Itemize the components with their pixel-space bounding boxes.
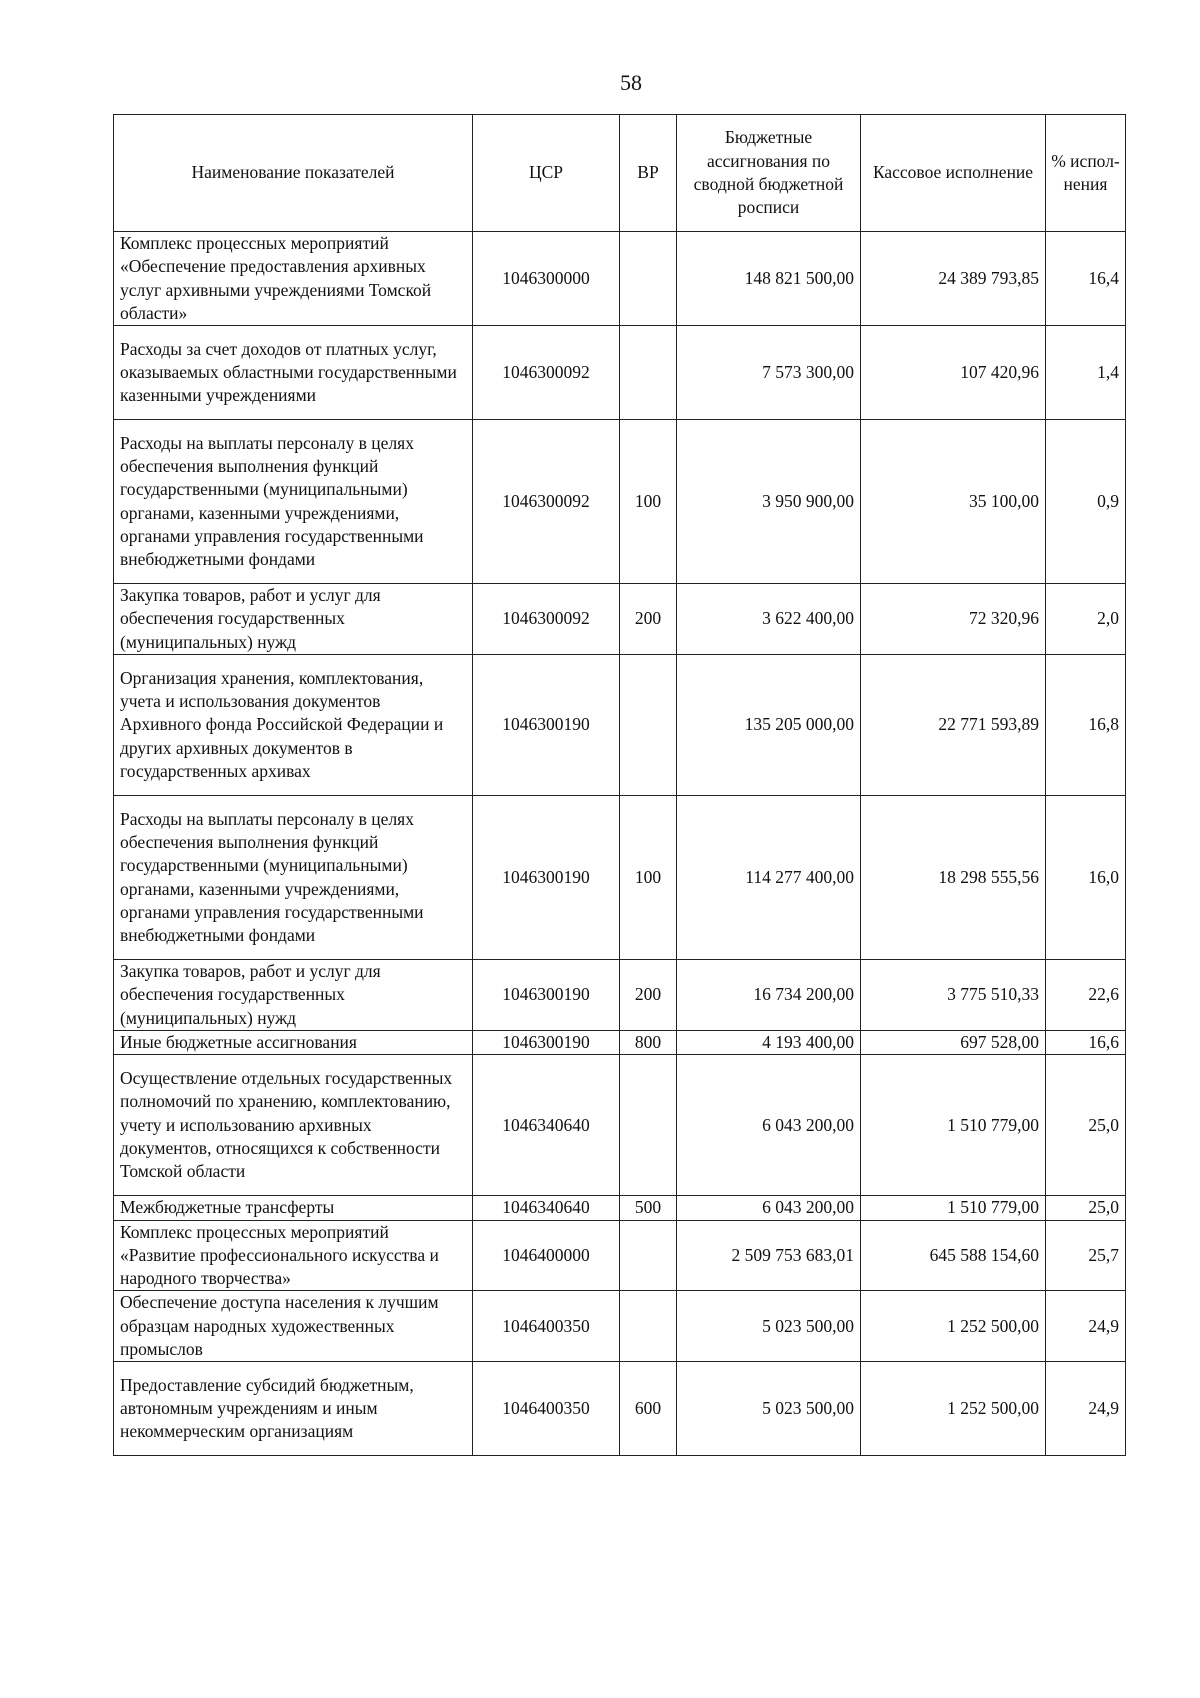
- cell-percent: 1,4: [1046, 326, 1126, 420]
- table-header-row: [114, 115, 1126, 232]
- cell-vr: [620, 1220, 677, 1291]
- cell-name: Комплекс процессных мероприятий «Обеспечение предоставления архивных услуг архивными учреждениями Томской области»: [114, 232, 473, 326]
- header-assignments: Бюджетные ассигнования по сводной бюджетной росписи: [677, 115, 861, 232]
- cell-name: Расходы за счет доходов от платных услуг, оказываемых областными государственными казенными учреждениями: [114, 326, 473, 420]
- cell-name: Закупка товаров, работ и услуг для обеспечения государственных (муниципальных) нужд: [114, 584, 473, 655]
- cell-vr: [620, 1291, 677, 1362]
- cell-vr: 100: [620, 796, 677, 960]
- header-vr: ВР: [620, 115, 677, 232]
- cell-assignments: 3 950 900,00: [677, 420, 861, 584]
- cell-vr: 100: [620, 420, 677, 584]
- cell-name: Организация хранения, комплектования, учета и использования документов Архивного фонда Российской Федерации и других архивных документов в государственных архивах: [114, 655, 473, 796]
- cell-percent: 2,0: [1046, 584, 1126, 655]
- cell-assignments: 16 734 200,00: [677, 960, 861, 1031]
- cell-name: Расходы на выплаты персоналу в целях обеспечения выполнения функций государственными (муниципальными) органами, казенными учреждениями, органами управления государственными внебюджетными фондами: [114, 796, 473, 960]
- cell-percent: 24,9: [1046, 1291, 1126, 1362]
- cell-vr: [620, 1055, 677, 1196]
- table-row: [114, 326, 1126, 420]
- cell-csr: 1046300190: [473, 655, 620, 796]
- cell-cash: 22 771 593,89: [861, 655, 1046, 796]
- cell-name: Предоставление субсидий бюджетным, автономным учреждениям и иным некоммерческим организациям: [114, 1362, 473, 1456]
- cell-csr: 1046300000: [473, 232, 620, 326]
- cell-assignments: 4 193 400,00: [677, 1030, 861, 1054]
- cell-vr: 500: [620, 1196, 677, 1220]
- cell-percent: 25,7: [1046, 1220, 1126, 1291]
- cell-vr: [620, 326, 677, 420]
- cell-csr: 1046300190: [473, 960, 620, 1031]
- cell-cash: 645 588 154,60: [861, 1220, 1046, 1291]
- table-row: [114, 1362, 1126, 1456]
- cell-csr: 1046400000: [473, 1220, 620, 1291]
- cell-percent: 16,8: [1046, 655, 1126, 796]
- cell-csr: 1046300190: [473, 796, 620, 960]
- cell-cash: 1 510 779,00: [861, 1055, 1046, 1196]
- cell-percent: 16,4: [1046, 232, 1126, 326]
- header-cash: Кассовое исполнение: [861, 115, 1046, 232]
- cell-vr: 200: [620, 584, 677, 655]
- table-row: [114, 655, 1126, 796]
- table-row: [114, 1196, 1126, 1220]
- cell-name: Осуществление отдельных государственных полномочий по хранению, комплектованию, учету и использованию архивных документов, относящихся к собственности Томской области: [114, 1055, 473, 1196]
- table-row: [114, 1220, 1126, 1291]
- table-row: [114, 796, 1126, 960]
- cell-vr: 200: [620, 960, 677, 1031]
- page-number: 58: [620, 70, 642, 95]
- cell-assignments: 114 277 400,00: [677, 796, 861, 960]
- cell-csr: 1046400350: [473, 1362, 620, 1456]
- cell-assignments: 7 573 300,00: [677, 326, 861, 420]
- cell-assignments: 135 205 000,00: [677, 655, 861, 796]
- cell-csr: 1046300092: [473, 326, 620, 420]
- cell-assignments: 6 043 200,00: [677, 1196, 861, 1220]
- cell-assignments: 3 622 400,00: [677, 584, 861, 655]
- cell-csr: 1046300190: [473, 1030, 620, 1054]
- cell-name: Комплекс процессных мероприятий «Развитие профессионального искусства и народного творчества»: [114, 1220, 473, 1291]
- header-percent: % испол-нения: [1046, 115, 1126, 232]
- header-name: Наименование показателей: [114, 115, 473, 232]
- cell-name: Расходы на выплаты персоналу в целях обеспечения выполнения функций государственными (муниципальными) органами, казенными учреждениями, органами управления государственными внебюджетными фондами: [114, 420, 473, 584]
- table-row: [114, 584, 1126, 655]
- cell-assignments: 6 043 200,00: [677, 1055, 861, 1196]
- cell-csr: 1046340640: [473, 1055, 620, 1196]
- table-row: [114, 1055, 1126, 1196]
- cell-vr: 600: [620, 1362, 677, 1456]
- cell-cash: 18 298 555,56: [861, 796, 1046, 960]
- cell-name: Межбюджетные трансферты: [114, 1196, 473, 1220]
- cell-cash: 24 389 793,85: [861, 232, 1046, 326]
- cell-cash: 107 420,96: [861, 326, 1046, 420]
- cell-assignments: 5 023 500,00: [677, 1362, 861, 1456]
- cell-name: Закупка товаров, работ и услуг для обеспечения государственных (муниципальных) нужд: [114, 960, 473, 1031]
- cell-percent: 0,9: [1046, 420, 1126, 584]
- cell-assignments: 148 821 500,00: [677, 232, 861, 326]
- cell-percent: 16,6: [1046, 1030, 1126, 1054]
- cell-csr: 1046300092: [473, 420, 620, 584]
- cell-cash: 1 252 500,00: [861, 1291, 1046, 1362]
- cell-cash: 697 528,00: [861, 1030, 1046, 1054]
- cell-cash: 72 320,96: [861, 584, 1046, 655]
- cell-csr: 1046340640: [473, 1196, 620, 1220]
- cell-cash: 1 252 500,00: [861, 1362, 1046, 1456]
- cell-vr: 800: [620, 1030, 677, 1054]
- cell-csr: 1046300092: [473, 584, 620, 655]
- table-row: [114, 232, 1126, 326]
- table-row: [114, 960, 1126, 1031]
- cell-assignments: 5 023 500,00: [677, 1291, 861, 1362]
- cell-assignments: 2 509 753 683,01: [677, 1220, 861, 1291]
- cell-name: Обеспечение доступа населения к лучшим образцам народных художественных промыслов: [114, 1291, 473, 1362]
- cell-name: Иные бюджетные ассигнования: [114, 1030, 473, 1054]
- cell-percent: 24,9: [1046, 1362, 1126, 1456]
- cell-percent: 16,0: [1046, 796, 1126, 960]
- cell-cash: 3 775 510,33: [861, 960, 1046, 1031]
- table-row: [114, 1030, 1126, 1054]
- table-row: [114, 420, 1126, 584]
- cell-percent: 25,0: [1046, 1196, 1126, 1220]
- budget-table: [113, 114, 1126, 1456]
- cell-cash: 35 100,00: [861, 420, 1046, 584]
- cell-percent: 25,0: [1046, 1055, 1126, 1196]
- header-csr: ЦСР: [473, 115, 620, 232]
- cell-percent: 22,6: [1046, 960, 1126, 1031]
- table-row: [114, 1291, 1126, 1362]
- cell-vr: [620, 232, 677, 326]
- cell-vr: [620, 655, 677, 796]
- cell-csr: 1046400350: [473, 1291, 620, 1362]
- cell-cash: 1 510 779,00: [861, 1196, 1046, 1220]
